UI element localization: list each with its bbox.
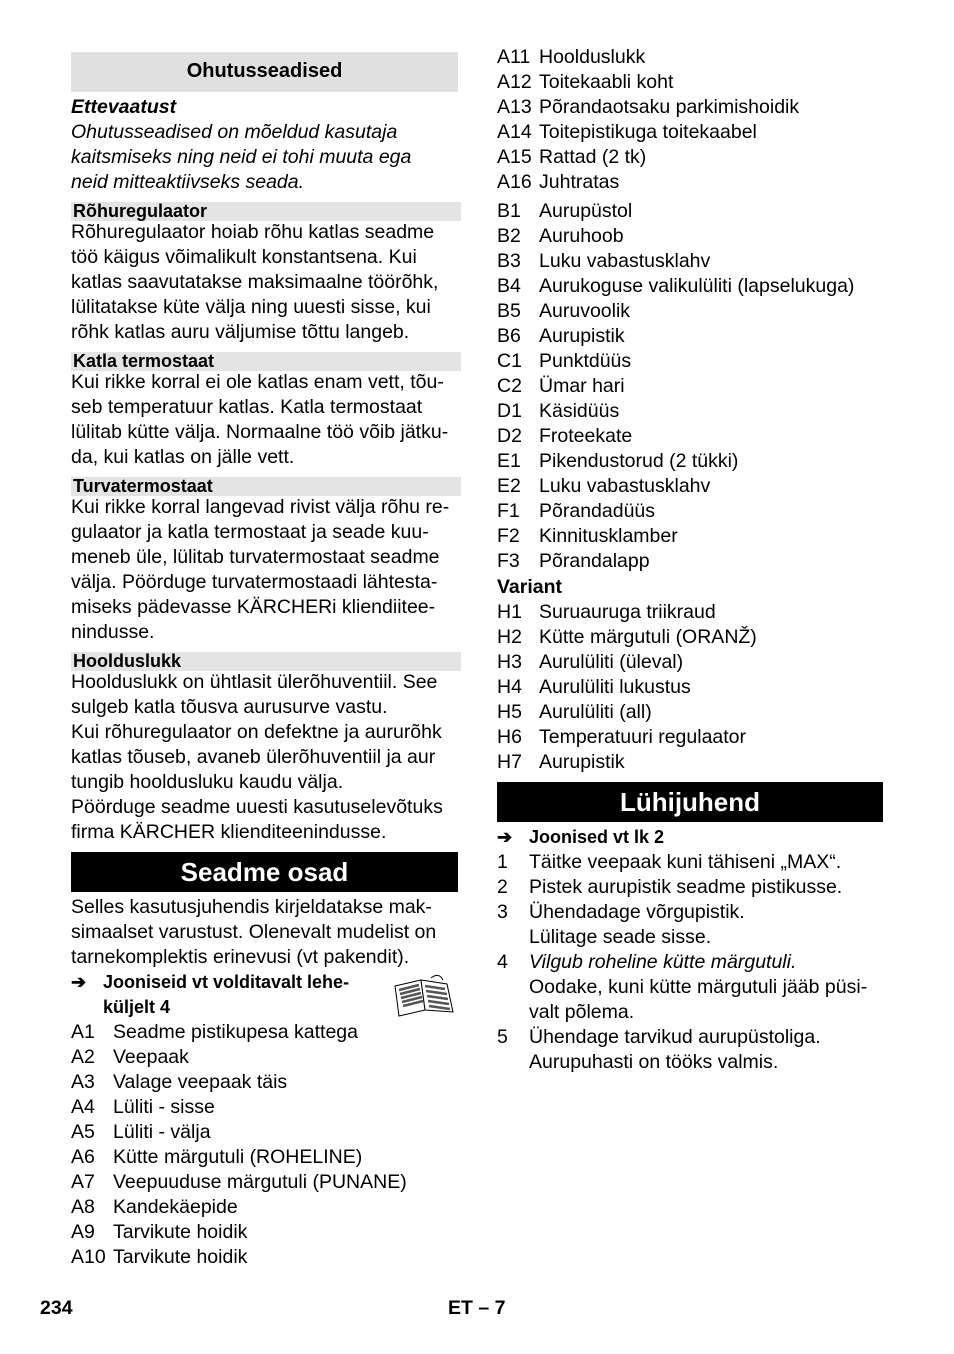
body-line: miseks pädevasse KÄRCHERi kliendiitee- <box>71 596 436 618</box>
part-code: A10 <box>71 1246 106 1268</box>
part-code: H2 <box>497 626 522 648</box>
part-label: Froteekate <box>539 425 633 447</box>
part-label: Tarvikute hoidik <box>113 1246 248 1268</box>
body-line: tungib hooldusluku kaudu välja. <box>71 771 344 793</box>
part-code: C1 <box>497 350 522 372</box>
part-code: B2 <box>497 225 521 247</box>
body-line: Kui rikke korral ei ole katlas enam vett, tõu- <box>71 371 444 393</box>
step-text: Oodake, kuni kütte märgutuli jääb püsi- <box>529 976 868 998</box>
part-label: Põrandalapp <box>539 550 650 572</box>
figure-ref-line: Jooniseid vt volditavalt lehe- <box>103 972 350 992</box>
part-code: H5 <box>497 701 522 723</box>
part-code: A3 <box>71 1071 95 1093</box>
part-code: B6 <box>497 325 521 347</box>
part-label: Aurukoguse valikulüliti (lapselukuga) <box>539 275 855 297</box>
page-number: 234 <box>40 1297 73 1319</box>
step-text: Aurupuhasti on tööks valmis. <box>529 1051 779 1073</box>
section-heading: Katla termostaat <box>73 351 215 371</box>
part-code: B3 <box>497 250 521 272</box>
part-code: H3 <box>497 651 522 673</box>
safety-devices-heading-bar <box>71 52 458 92</box>
part-label: Lüliti - sisse <box>113 1096 215 1118</box>
part-code: A9 <box>71 1221 95 1243</box>
body-line: tarnekomplektis erinevusi (vt pakendit). <box>71 946 410 968</box>
step-text: Lülitage seade sisse. <box>529 926 712 948</box>
part-label: Auruhoob <box>539 225 624 247</box>
part-label: Rattad (2 tk) <box>539 146 647 168</box>
section-heading: Hoolduslukk <box>73 651 182 671</box>
step-text: Täitke veepaak kuni tähiseni „MAX“. <box>529 851 842 873</box>
body-line: rõhk katlas auru väljumise tõttu langeb. <box>71 321 410 343</box>
body-line: da, kui katlas on jälle vett. <box>71 446 295 468</box>
part-code: B1 <box>497 200 521 222</box>
part-label: Punktdüüs <box>539 350 632 372</box>
part-label: Aurulüliti (all) <box>539 701 652 723</box>
section-heading: Turvatermostaat <box>73 476 213 496</box>
part-code: A15 <box>497 146 532 168</box>
quick-guide-heading-bar <box>497 782 883 822</box>
step-number: 2 <box>497 876 508 898</box>
part-label: Veepuuduse märgutuli (PUNANE) <box>113 1171 407 1193</box>
body-line: välja. Pöörduge turvatermostaadi lähtesta- <box>71 571 438 593</box>
part-label: Hoolduslukk <box>539 46 646 68</box>
body-line: meneb üle, lülitab turvatermostaat seadme <box>71 546 440 568</box>
part-label: Ümar hari <box>539 375 625 397</box>
part-label: Juhtratas <box>539 171 620 193</box>
section-heading: Rõhuregulaator <box>73 201 208 221</box>
part-code: A16 <box>497 171 532 193</box>
body-line: Rõhuregulaator hoiab rõhu katlas seadme <box>71 221 435 243</box>
part-code: A5 <box>71 1121 95 1143</box>
parts-heading-bar <box>71 852 458 892</box>
step-number: 5 <box>497 1026 508 1048</box>
part-label: Luku vabastusklahv <box>539 475 711 497</box>
body-line: gulaator ja katla termostaat ja seade kuu- <box>71 521 429 543</box>
body-line: Kui rikke korral langevad rivist välja rõhu re- <box>71 496 450 518</box>
part-label: Kinnitusklamber <box>539 525 678 547</box>
part-label: Käsidüüs <box>539 400 620 422</box>
part-label: Kütte märgutuli (ROHELINE) <box>113 1146 363 1168</box>
part-label: Valage veepaak täis <box>113 1071 288 1093</box>
variant-label: Variant <box>497 576 563 598</box>
part-label: Põrandadüüs <box>539 500 656 522</box>
part-code: A4 <box>71 1096 95 1118</box>
step-number: 4 <box>497 951 508 973</box>
body-line: Hoolduslukk on ühtlasit ülerõhuventiil. See <box>71 671 438 693</box>
body-line: töö käigus võimalikult konstantsena. Kui <box>71 246 417 268</box>
step-text: Pistek aurupistik seadme pistikusse. <box>529 876 843 898</box>
part-label: Suruauruga triikraud <box>539 601 716 623</box>
section-heading-bar <box>71 202 461 221</box>
part-label: Aurupistik <box>539 751 625 773</box>
step-number: 3 <box>497 901 508 923</box>
step-text: Ühendadage võrgupistik. <box>529 901 745 923</box>
part-label: Toitekaabli koht <box>539 71 674 93</box>
part-label: Luku vabastusklahv <box>539 250 711 272</box>
part-label: Kandekäepide <box>113 1196 238 1218</box>
part-label: Seadme pistikupesa kattega <box>113 1021 358 1043</box>
part-label: Veepaak <box>113 1046 189 1068</box>
open-booklet-icon <box>391 972 459 1018</box>
part-code: F2 <box>497 525 520 547</box>
body-line: simaalset varustust. Olenevalt mudelist on <box>71 921 437 943</box>
part-code: A13 <box>497 96 532 118</box>
body-line: nindusse. <box>71 621 155 643</box>
safety-devices-heading: Ohutusseadised <box>186 60 343 82</box>
body-line: katlas tõuseb, avaneb ülerõhuventiil ja aur <box>71 746 436 768</box>
caution-label: Ettevaatust <box>71 96 177 118</box>
part-code: D2 <box>497 425 522 447</box>
part-code: B5 <box>497 300 521 322</box>
part-code: A1 <box>71 1021 95 1043</box>
part-code: F3 <box>497 550 520 572</box>
quick-figure-ref: Joonised vt lk 2 <box>529 827 665 847</box>
part-code: A8 <box>71 1196 95 1218</box>
section-heading-bar <box>71 652 461 671</box>
section-heading-bar <box>71 352 461 371</box>
part-label: Toitepistikuga toitekaabel <box>539 121 757 143</box>
part-code: H7 <box>497 751 522 773</box>
part-label: Kütte märgutuli (ORANŽ) <box>539 626 757 648</box>
step-text: valt põlema. <box>529 1001 635 1023</box>
body-line: sulgeb katla tõusva aurusurve vastu. <box>71 696 388 718</box>
parts-heading: Seadme osad <box>180 857 349 887</box>
step-text-italic: Vilgub roheline kütte märgutuli. <box>529 951 797 973</box>
part-label: Pikendustorud (2 tükki) <box>539 450 739 472</box>
part-code: H4 <box>497 676 522 698</box>
part-code: H6 <box>497 726 522 748</box>
part-code: D1 <box>497 400 522 422</box>
step-number: 1 <box>497 851 508 873</box>
quick-guide-heading: Lühijuhend <box>619 787 761 817</box>
language-page-label: ET – 7 <box>448 1297 506 1319</box>
section-heading-bar <box>71 477 461 496</box>
part-code: E2 <box>497 475 521 497</box>
part-code: E1 <box>497 450 521 472</box>
part-label: Põrandaotsaku parkimishoidik <box>539 96 800 118</box>
step-text: Ühendage tarvikud aurupüstoliga. <box>529 1026 821 1048</box>
caution-line: Ohutusseadised on mõeldud kasutaja <box>71 121 398 143</box>
part-label: Auruvoolik <box>539 300 631 322</box>
arrow-icon: ➔ <box>71 972 87 992</box>
part-code: C2 <box>497 375 522 397</box>
body-line: lülitatakse küte välja ning uuesti sisse, kui <box>71 296 431 318</box>
part-code: A11 <box>497 46 531 68</box>
body-line: firma KÄRCHER klienditeenindusse. <box>71 821 387 843</box>
body-line: Kui rõhuregulaator on defektne ja aururõhk <box>71 721 442 743</box>
part-code: H1 <box>497 601 522 623</box>
part-label: Aurupüstol <box>539 200 633 222</box>
part-label: Aurulüliti lukustus <box>539 676 691 698</box>
part-label: Lüliti - välja <box>113 1121 211 1143</box>
part-code: A14 <box>497 121 532 143</box>
body-line: lülitab kütte välja. Normaalne töö võib jätku- <box>71 421 449 443</box>
part-code: A2 <box>71 1046 95 1068</box>
caution-line: neid mitteaktiivseks seada. <box>71 171 305 193</box>
body-line: katlas saavutatakse maksimaalne töörõhk, <box>71 271 439 293</box>
part-code: B4 <box>497 275 521 297</box>
caution-line: kaitsmiseks ning neid ei tohi muuta ega <box>71 146 412 168</box>
figure-ref-line: küljelt 4 <box>103 997 171 1017</box>
part-label: Aurupistik <box>539 325 625 347</box>
part-code: F1 <box>497 500 520 522</box>
body-line: Selles kasutusjuhendis kirjeldatakse mak- <box>71 896 432 918</box>
arrow-icon: ➔ <box>497 827 513 847</box>
body-line: Pöörduge seadme uuesti kasutuselevõtuks <box>71 796 443 818</box>
part-code: A7 <box>71 1171 95 1193</box>
part-code: A6 <box>71 1146 95 1168</box>
part-code: A12 <box>497 71 532 93</box>
part-label: Aurulüliti (üleval) <box>539 651 684 673</box>
part-label: Temperatuuri regulaator <box>539 726 747 748</box>
part-label: Tarvikute hoidik <box>113 1221 248 1243</box>
body-line: seb temperatuur katlas. Katla termostaat <box>71 396 423 418</box>
